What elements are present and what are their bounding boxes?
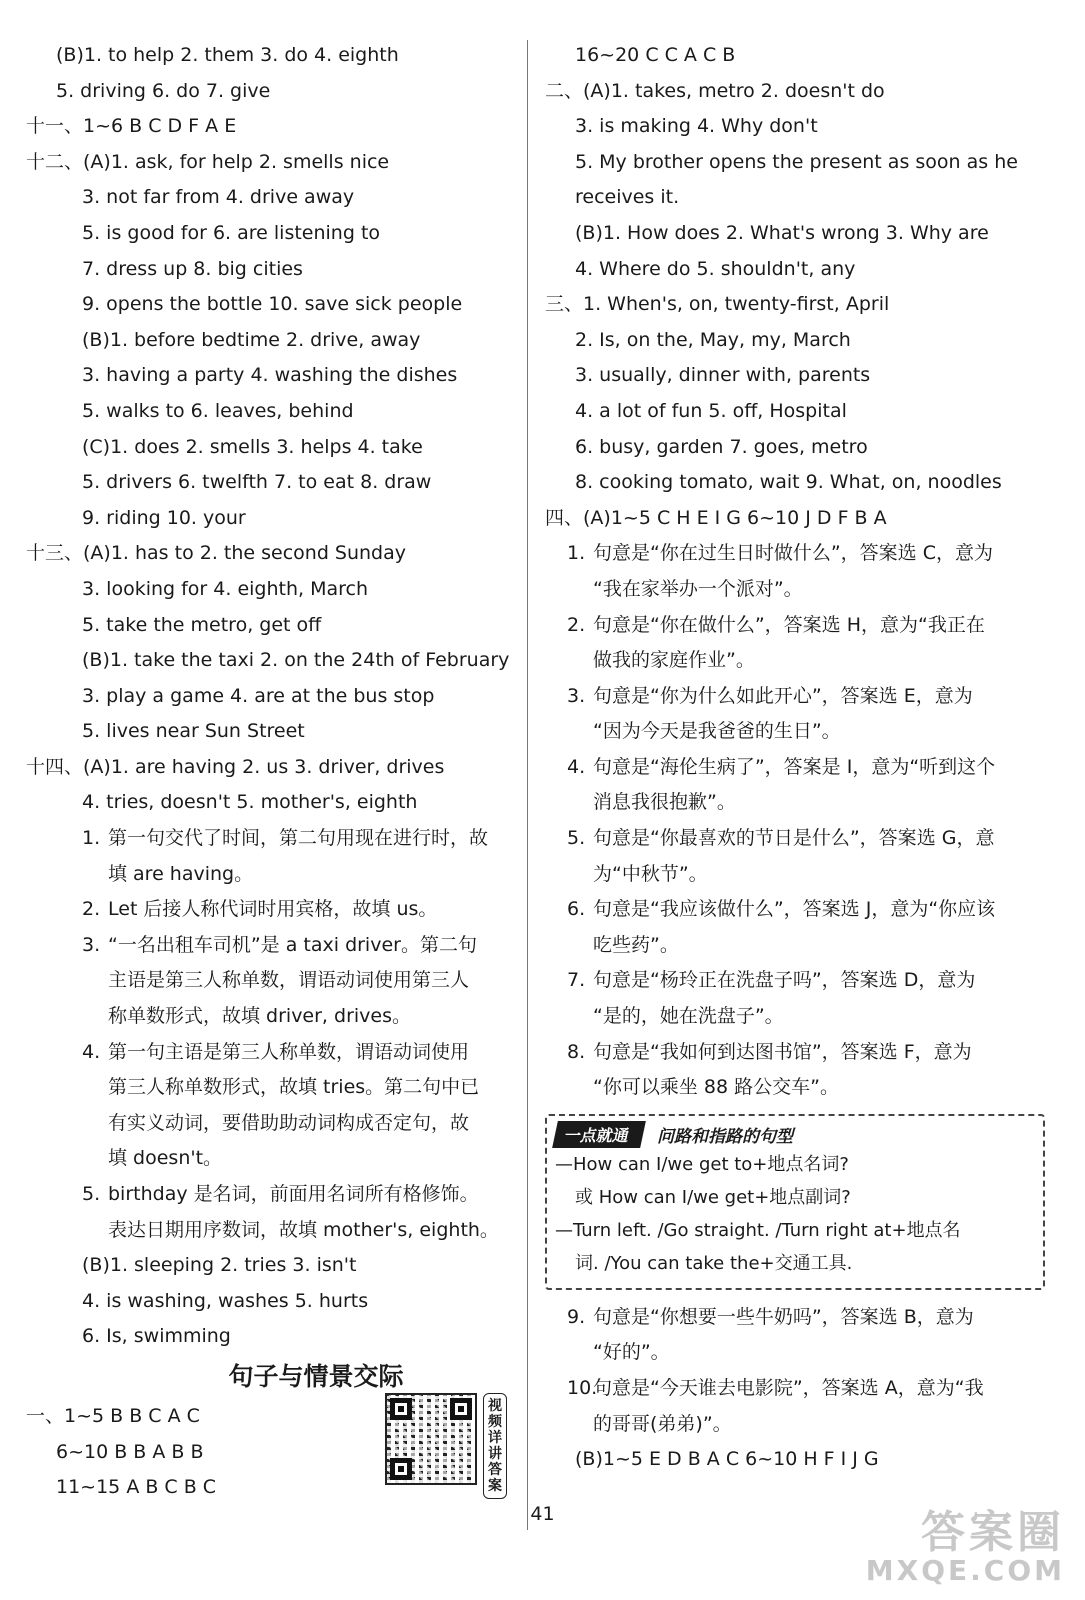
explanation-number: 8. xyxy=(567,1040,586,1063)
answer-line: receives it. xyxy=(575,186,680,209)
answer-line: 9. opens the bottle 10. save sick people xyxy=(82,293,463,316)
right-explanations xyxy=(545,536,1045,1106)
answer-line: 3. play a game 4. are at the bus stop xyxy=(82,684,435,707)
explanation-number: 5. xyxy=(82,1183,101,1205)
explanation-text: 句意是“杨玲正在洗盘子吗”，答案选 D，意为 xyxy=(593,969,976,992)
answer-line: 3. is making 4. Why don't xyxy=(575,115,818,138)
explanation-line: “是的，她在洗盘子”。 xyxy=(593,1005,784,1028)
explanation-number: 4. xyxy=(82,1040,101,1063)
explanation-line xyxy=(26,892,526,928)
explanation-line: 表达日期用序数词，故填 mother's, eighth。 xyxy=(108,1218,499,1241)
explanation-line: 的哥哥(弟弟)”。 xyxy=(593,1412,732,1435)
answer-line: 5. walks to 6. leaves, behind xyxy=(82,399,354,422)
answer-line: 5. lives near Sun Street xyxy=(82,720,305,743)
answer-line: 3. usually, dinner with, parents xyxy=(575,364,871,387)
explanation-text: 句意是“你在过生日时做什么”，答案选 C，意为 xyxy=(593,542,993,565)
explanation-text: 句意是“你最喜欢的节日是什么”，答案选 G，意 xyxy=(593,827,995,850)
answer-line: 5. drivers 6. twelfth 7. to eat 8. draw xyxy=(82,471,432,494)
explanation-line: 吃些药”。 xyxy=(593,933,679,956)
answer-line: 4. is washing, washes 5. hurts xyxy=(82,1289,369,1312)
answer-line: 5. is good for 6. are listening to xyxy=(82,221,381,244)
explanation-line xyxy=(545,679,1045,715)
answer-line: 十三、(A)1. has to 2. the second Sunday xyxy=(26,542,407,565)
answer-line: 四、(A)1~5 C H E I G 6~10 J D F B A xyxy=(545,506,887,529)
explanation-line xyxy=(545,1035,1045,1071)
explanation-text: 句意是“我如何到达图书馆”，答案选 F，意为 xyxy=(593,1040,972,1063)
explanation-text: “一名出租车司机”是 a taxi driver。第二句 xyxy=(108,933,477,956)
explanation-line xyxy=(26,821,526,857)
answer-line: 5. My brother opens the present as soon as he xyxy=(575,150,1018,173)
explanation-line xyxy=(26,1035,526,1071)
explanation-number: 1. xyxy=(567,542,586,565)
explanation-line: “你可以乘坐 88 路公交车”。 xyxy=(593,1076,839,1099)
answer-line: 2. Is, on the, May, my, March xyxy=(575,328,851,351)
explanation-number: 6. xyxy=(567,898,586,921)
answer-line: 6. Is, swimming xyxy=(82,1325,231,1348)
explanation-number: 4. xyxy=(567,755,586,778)
answer-line: 9. riding 10. your xyxy=(82,506,246,529)
qr-caption: 视频详讲答案 xyxy=(483,1393,507,1499)
answer-line: (B)1. take the taxi 2. on the 24th of February xyxy=(82,649,510,672)
explanation-line xyxy=(26,1177,526,1213)
left-explanations xyxy=(26,821,526,1248)
explanation-text: 句意是“今天谁去电影院”，答案选 A，意为“我 xyxy=(593,1377,984,1399)
answer-line: 3. not far from 4. drive away xyxy=(82,186,355,209)
answer-line: (B)1. before bedtime 2. drive, away xyxy=(82,328,421,351)
explanation-line xyxy=(545,892,1045,928)
explanation-line xyxy=(545,608,1045,644)
explanation-line: 消息我很抱歉”。 xyxy=(593,791,736,814)
explanation-text: 句意是“你在做什么”，答案选 H，意为“我正在 xyxy=(593,613,985,636)
right-after-lines xyxy=(545,1442,1045,1478)
left-answer-lines xyxy=(26,38,526,821)
answer-line: 16~20 C C A C B xyxy=(575,44,736,66)
tip-badge: 一点就通 xyxy=(552,1121,646,1148)
answer-line: 十四、(A)1. are having 2. us 3. driver, drives xyxy=(26,755,445,778)
answer-line: 5. take the metro, get off xyxy=(82,613,322,636)
left-column xyxy=(26,38,526,1506)
explanation-line: 填 doesn't。 xyxy=(108,1147,223,1170)
page-number: 41 xyxy=(530,1503,555,1525)
answer-line: 4. Where do 5. shouldn't, any xyxy=(575,257,856,280)
qr-code-block[interactable] xyxy=(385,1393,507,1499)
watermark-top: 答案圈 xyxy=(921,1507,1065,1558)
answer-line: (B)1. sleeping 2. tries 3. isn't xyxy=(82,1254,357,1277)
answer-line: (B)1. How does 2. What's wrong 3. Why are xyxy=(575,221,989,244)
answer-line: 11~15 A B C B C xyxy=(56,1476,217,1499)
right-explanations-2 xyxy=(545,1300,1045,1442)
explanation-text: Let 后接人称代词时用宾格，故填 us。 xyxy=(108,898,438,921)
answer-line: 5. driving 6. do 7. give xyxy=(56,79,271,102)
answer-line: 4. tries, doesn't 5. mother's, eighth xyxy=(82,791,418,814)
explanation-number: 2. xyxy=(567,613,586,636)
answer-line: 二、(A)1. takes, metro 2. doesn't do xyxy=(545,79,885,102)
answer-line: (C)1. does 2. smells 3. helps 4. take xyxy=(82,435,423,458)
answer-line: 6. busy, garden 7. goes, metro xyxy=(575,435,868,458)
explanation-line xyxy=(545,750,1045,786)
section-title: 句子与情景交际 xyxy=(228,1361,404,1391)
explanation-number: 7. xyxy=(567,969,586,992)
explanation-line: 为“中秋节”。 xyxy=(593,862,708,885)
explanation-line: 做我的家庭作业”。 xyxy=(593,649,755,672)
explanation-line: 填 are having。 xyxy=(108,862,254,885)
explanation-text: 句意是“你为什么如此开心”，答案选 E，意为 xyxy=(593,684,973,707)
answer-line: 6~10 B B A B B xyxy=(56,1440,204,1463)
explanation-line: “因为今天是我爸爸的生日”。 xyxy=(593,720,841,743)
explanation-number: 5. xyxy=(567,827,586,850)
explanation-text: 句意是“海伦生病了”，答案是 I，意为“听到这个 xyxy=(593,755,996,778)
answer-line: 十一、1~6 B C D F A E xyxy=(26,115,237,138)
right-answer-lines xyxy=(545,38,1045,536)
explanation-text: 句意是“我应该做什么”，答案选 J，意为“你应该 xyxy=(593,898,996,921)
column-divider xyxy=(527,40,528,1530)
explanation-number: 3. xyxy=(82,933,101,956)
answer-line: (B)1~5 E D B A C 6~10 H F I J G xyxy=(575,1448,879,1471)
explanation-line xyxy=(545,1300,1045,1336)
explanation-line: “我在家举办一个派对”。 xyxy=(593,577,803,600)
answer-line: (B)1. to help 2. them 3. do 4. eighth xyxy=(56,44,399,66)
tip-line: —Turn left. /Go straight. /Turn right at+地点名 xyxy=(555,1219,961,1241)
answer-line: 3. looking for 4. eighth, March xyxy=(82,577,369,600)
tip-lines xyxy=(555,1148,1035,1280)
explanation-line xyxy=(545,1371,1045,1407)
answer-line: 8. cooking tomato, wait 9. What, on, noodles xyxy=(575,471,1002,494)
answer-line: 一、1~5 B B C A C xyxy=(26,1404,200,1427)
explanation-line: 有实义动词，要借助助动词构成否定句，故 xyxy=(108,1111,470,1134)
explanation-number: 3. xyxy=(567,684,586,707)
answer-line: 7. dress up 8. big cities xyxy=(82,257,303,280)
tip-box xyxy=(545,1114,1045,1290)
explanation-number: 1. xyxy=(82,827,101,850)
left-after-lines xyxy=(26,1248,526,1355)
explanation-number: 9. xyxy=(567,1305,586,1328)
tip-title: 问路和指路的句型 xyxy=(657,1127,794,1148)
right-column xyxy=(545,38,1045,1478)
explanation-text: birthday 是名词，前面用名词所有格修饰。 xyxy=(108,1183,479,1205)
explanation-line xyxy=(545,963,1045,999)
explanation-line: “好的”。 xyxy=(593,1341,670,1364)
answer-line: 4. a lot of fun 5. off, Hospital xyxy=(575,399,847,422)
explanation-text: 句意是“你想要一些牛奶吗”，答案选 B，意为 xyxy=(593,1305,974,1328)
watermark-logo xyxy=(865,1507,1065,1587)
explanation-line: 称单数形式，故填 driver, drives。 xyxy=(108,1005,411,1028)
explanation-line: 主语是第三人称单数，谓语动词使用第三人 xyxy=(108,969,470,992)
explanation-line xyxy=(545,536,1045,572)
answer-line: 3. having a party 4. washing the dishes xyxy=(82,364,458,387)
tip-line: 词. /You can take the+交通工具. xyxy=(575,1252,853,1274)
qr-code-icon[interactable] xyxy=(385,1393,477,1485)
explanation-number: 2. xyxy=(82,898,101,921)
tip-line: 或 How can I/we get+地点副词? xyxy=(575,1186,851,1208)
explanation-line: 第三人称单数形式，故填 tries。第二句中已 xyxy=(108,1076,480,1099)
watermark-bottom: MXQE.COM xyxy=(865,1554,1065,1587)
explanation-text: 第一句主语是第三人称单数，谓语动词使用 xyxy=(108,1040,470,1063)
explanation-text: 第一句交代了时间，第二句用现在进行时，故 xyxy=(108,827,489,850)
answer-line: 三、1. When's, on, twenty-first, April xyxy=(545,293,890,316)
explanation-line xyxy=(545,821,1045,857)
explanation-line xyxy=(26,928,526,964)
tip-line: —How can I/we get to+地点名词? xyxy=(555,1153,849,1175)
explanation-number: 10. xyxy=(567,1377,598,1399)
answer-line: 十二、(A)1. ask, for help 2. smells nice xyxy=(26,150,390,173)
